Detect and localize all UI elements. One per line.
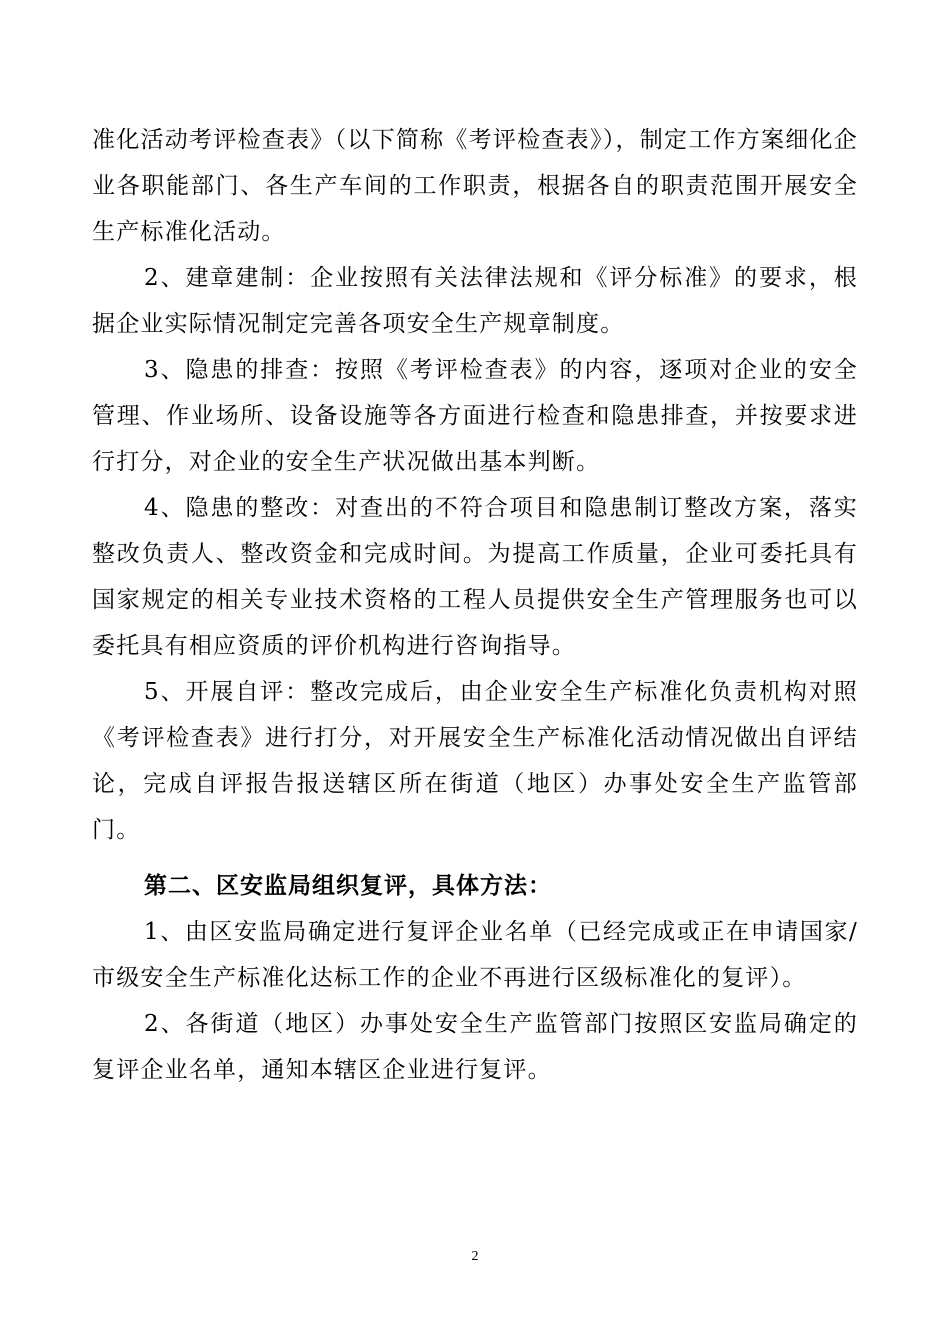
page-number: 2 (471, 1249, 479, 1264)
section-heading: 第二、区安监局组织复评，具体方法： (144, 873, 552, 899)
document-body (92, 117, 858, 1093)
step-paragraph: 4、隐患的整改：对查出的不符合项目和隐患制订整改方案，落实整改负责人、整改资金和完成时间。为提高工作质量，企业可委托具有国家规定的相关专业技术资格的工程人员提供安全生产管理服务也可以委托具有相应资质的评价机构进行咨询指导。 (92, 495, 858, 659)
section-item: 2、各街道（地区）办事处安全生产监管部门按照区安监局确定的复评企业名单，通知本辖区企业进行复评。 (92, 1011, 858, 1083)
step-paragraph: 2、建章建制：企业按照有关法律法规和《评分标准》的要求，根据企业实际情况制定完善各项安全生产规章制度。 (92, 265, 858, 337)
step-paragraph: 5、开展自评：整改完成后，由企业安全生产标准化负责机构对照《考评检查表》进行打分，对开展安全生产标准化活动情况做出自评结论，完成自评报告报送辖区所在街道（地区）办事处安全生产监管部门。 (92, 679, 858, 843)
intro-paragraph: 准化活动考评检查表》（以下简称《考评检查表》），制定工作方案细化企业各职能部门、各生产车间的工作职责，根据各自的职责范围开展安全生产标准化活动。 (92, 127, 858, 245)
step-paragraph: 3、隐患的排查：按照《考评检查表》的内容，逐项对企业的安全管理、作业场所、设备设施等各方面进行检查和隐患排查，并按要求进行打分，对企业的安全生产状况做出基本判断。 (92, 357, 858, 475)
section-item: 1、由区安监局确定进行复评企业名单（已经完成或正在申请国家/市级安全生产标准化达标工作的企业不再进行区级标准化的复评）。 (92, 919, 858, 991)
